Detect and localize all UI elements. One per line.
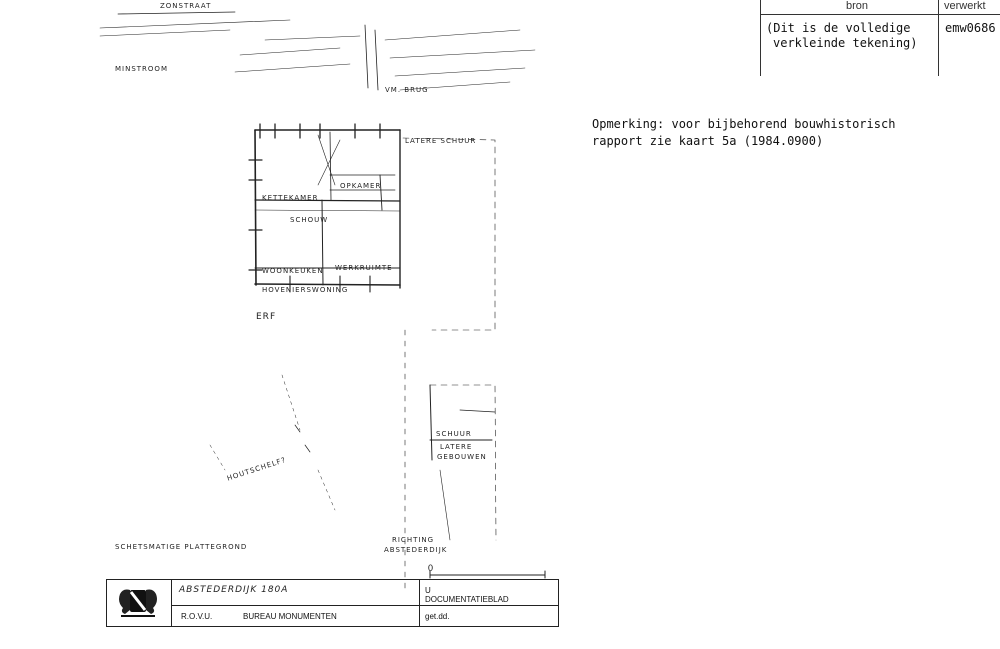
title-org-name: BUREAU MONUMENTEN [243,612,337,621]
title-block-divider-v2 [419,580,420,626]
remark-line2: rapport zie kaart 5a (1984.0900) [592,134,824,148]
later-buildings-outline [430,385,496,540]
label-later-shed: LATERE SCHUUR [405,137,477,145]
opkamer-wall [380,175,382,210]
river-hatch [385,30,535,90]
column-header-verwerkt: verwerkt [944,0,986,12]
label-kettekamer: KETTEKAMER [262,194,319,202]
label-hovenierswoning: HOVENIERSWONING [262,286,349,294]
scale-zero-label: 0 [428,563,434,573]
title-code: U [425,586,431,595]
path-sketch [295,425,310,452]
label-schouw: SCHOUW [290,216,329,224]
verwerkt-value: emw0686 [945,21,996,35]
table-header-rule [760,14,1000,15]
shed-line [440,470,450,540]
label-richting: RICHTING [392,536,435,544]
label-street-top: ZONSTRAAT [160,2,212,10]
label-houtschelf: HOUTSCHELF? [226,455,288,483]
title-drawn: get.dd. [425,612,450,621]
table-border-left [760,0,761,76]
path-sketch [210,375,335,510]
header-table [760,0,1000,76]
bron-value-line2: verkleinde tekening) [773,36,918,50]
wall-left [255,130,256,285]
label-woonkeuken: WOONKEUKEN [262,267,324,275]
river-bank-line [100,30,230,36]
street-line [118,12,235,14]
table-border-mid [938,0,939,76]
label-opkamer: OPKAMER [340,182,382,190]
later-shed-outline [403,138,495,330]
bron-value-line1: (Dit is de volledige [766,21,911,35]
shed-wall [430,385,432,460]
bridge-line [365,25,378,90]
title-address: ABSTEDERDIJK 180A [179,585,289,595]
column-header-bron: bron [846,0,869,12]
coat-of-arms-logo [115,586,161,620]
label-plan-caption: SCHETSMATIGE PLATTEGROND [115,543,248,551]
label-latere: LATERE [440,443,473,451]
label-abstederdijk: ABSTEDERDIJK [384,546,448,554]
river-hatch [235,36,360,72]
label-schuur: SCHUUR [436,430,472,438]
wall-bottom [255,284,400,285]
title-block [106,579,559,627]
label-werkruimte: WERKRUIMTE [335,264,393,272]
title-org-short: R.O.V.U. [181,612,213,621]
wall-interior-thin [255,210,400,211]
label-bridge: VM. BRUG [385,86,429,94]
river-bank-line [100,20,290,28]
title-block-divider-h [171,605,559,606]
label-minstroom: MINSTROOM [115,65,168,73]
wall-ticks [260,124,380,138]
remark-line1: Opmerking: voor bijbehorend bouwhistorisch [592,117,896,131]
title-doc-type: DOCUMENTATIEBLAD [425,595,509,604]
title-block-divider-v1 [171,580,172,626]
label-erf: ERF [256,312,277,322]
label-gebouwen: GEBOUWEN [437,453,487,461]
shed-wall [460,410,495,412]
stair-sketch [318,135,340,185]
